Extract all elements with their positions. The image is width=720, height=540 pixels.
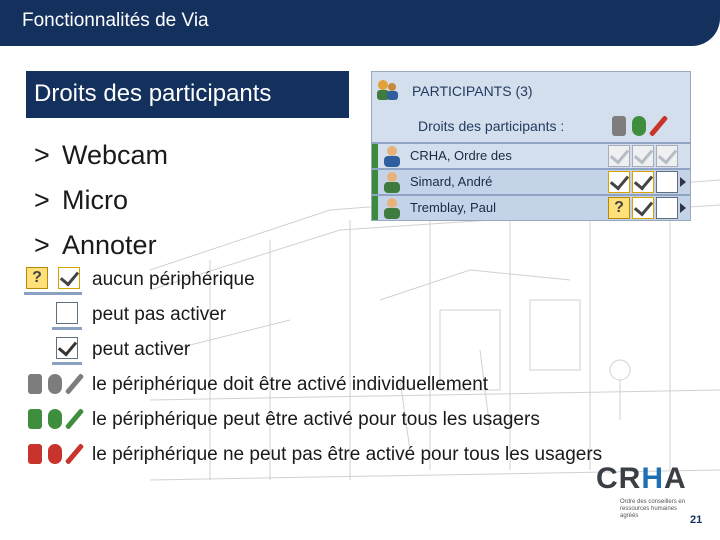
legend-text: peut activer (92, 339, 191, 360)
bullet-marker: > (34, 140, 50, 170)
icon-shadow (52, 327, 82, 330)
legend-row-no-device (22, 264, 712, 299)
participants-panel (371, 71, 691, 221)
webcam-right-checkbox[interactable] (608, 171, 630, 193)
green-device-icons (22, 404, 88, 434)
user-avatar-icon (382, 171, 402, 193)
question-check-icons (22, 264, 88, 294)
bullet-annoter (34, 223, 168, 268)
legend-text: le périphérique ne peut pas être activé pour tous les usagers (92, 444, 603, 465)
pencil-icon (65, 373, 84, 395)
rights-device-icons (610, 113, 674, 139)
icon-shadow (52, 362, 82, 365)
annotate-right-checkbox (656, 145, 678, 167)
microphone-toggle-icon[interactable] (632, 116, 646, 136)
slide-header-title: Fonctionnalités de Via (22, 10, 209, 31)
participant-name: Tremblay, Paul (410, 200, 496, 215)
crha-logo (596, 462, 696, 518)
pencil-icon (65, 408, 84, 430)
expand-arrow-icon[interactable] (680, 203, 686, 213)
panel-title: PARTICIPANTS (3) (412, 83, 533, 99)
legend-text: le périphérique peut être activé pour tous les usagers (92, 409, 540, 430)
participant-name: Simard, André (410, 174, 493, 189)
microphone-icon (48, 444, 62, 464)
page-number: 21 (690, 514, 703, 526)
microphone-icon (48, 409, 62, 429)
checked-checkbox-icon (22, 334, 88, 364)
legend-row-can-activate (22, 334, 712, 369)
section-title: Droits des participants (34, 80, 272, 107)
check-icon (58, 267, 80, 289)
micro-right-checkbox[interactable] (632, 197, 654, 219)
checked-checkbox (56, 337, 78, 359)
bullet-marker: > (34, 230, 50, 260)
legend-row-individual (22, 369, 712, 404)
annotate-right-checkbox[interactable] (656, 197, 678, 219)
bullet-label: Webcam (62, 140, 169, 170)
logo-tagline: Ordre des conseillers en ressources humaines agréés (620, 499, 686, 519)
pencil-icon (65, 443, 84, 465)
legend-text: peut pas activer (92, 304, 227, 325)
user-avatar-icon (382, 145, 402, 167)
section-title-box (26, 71, 349, 118)
bullet-marker: > (34, 185, 50, 215)
microphone-icon (48, 374, 62, 394)
webcam-icon (28, 409, 42, 429)
participants-group-icon (374, 78, 400, 102)
bullet-label: Annoter (62, 230, 157, 260)
bullet-label: Micro (62, 185, 128, 215)
user-avatar-icon (382, 197, 402, 219)
legend-row-cannot-activate (22, 299, 712, 334)
participant-row[interactable] (372, 196, 690, 220)
legend-text: aucun périphérique (92, 269, 255, 290)
participant-row[interactable] (372, 144, 690, 168)
grey-device-icons (22, 369, 88, 399)
legend-text: le périphérique doit être activé individuellement (92, 374, 489, 395)
slide-header (0, 0, 720, 46)
micro-right-checkbox[interactable] (632, 171, 654, 193)
rights-label: Droits des participants : (418, 118, 565, 134)
status-bar (372, 144, 378, 168)
expand-arrow-icon[interactable] (680, 177, 686, 187)
pencil-toggle-icon[interactable] (649, 115, 668, 137)
status-bar (372, 196, 378, 220)
red-device-icons (22, 439, 88, 469)
empty-checkbox (56, 302, 78, 324)
participant-row[interactable] (372, 170, 690, 194)
status-bar (372, 170, 378, 194)
bullet-micro (34, 178, 168, 223)
logo-wordmark: CRHA (596, 462, 687, 495)
webcam-right-checkbox (608, 145, 630, 167)
webcam-icon (28, 444, 42, 464)
participant-name: CRHA, Ordre des (410, 148, 512, 163)
webcam-icon (28, 374, 42, 394)
empty-checkbox-icon (22, 299, 88, 329)
webcam-right-question[interactable]: ? (608, 197, 630, 219)
icon-shadow (24, 292, 82, 295)
legend-row-all-users (22, 404, 712, 439)
webcam-toggle-icon[interactable] (612, 116, 626, 136)
bullet-list (34, 133, 168, 268)
micro-right-checkbox (632, 145, 654, 167)
question-icon: ? (26, 267, 48, 289)
annotate-right-checkbox[interactable] (656, 171, 678, 193)
bullet-webcam (34, 133, 168, 178)
